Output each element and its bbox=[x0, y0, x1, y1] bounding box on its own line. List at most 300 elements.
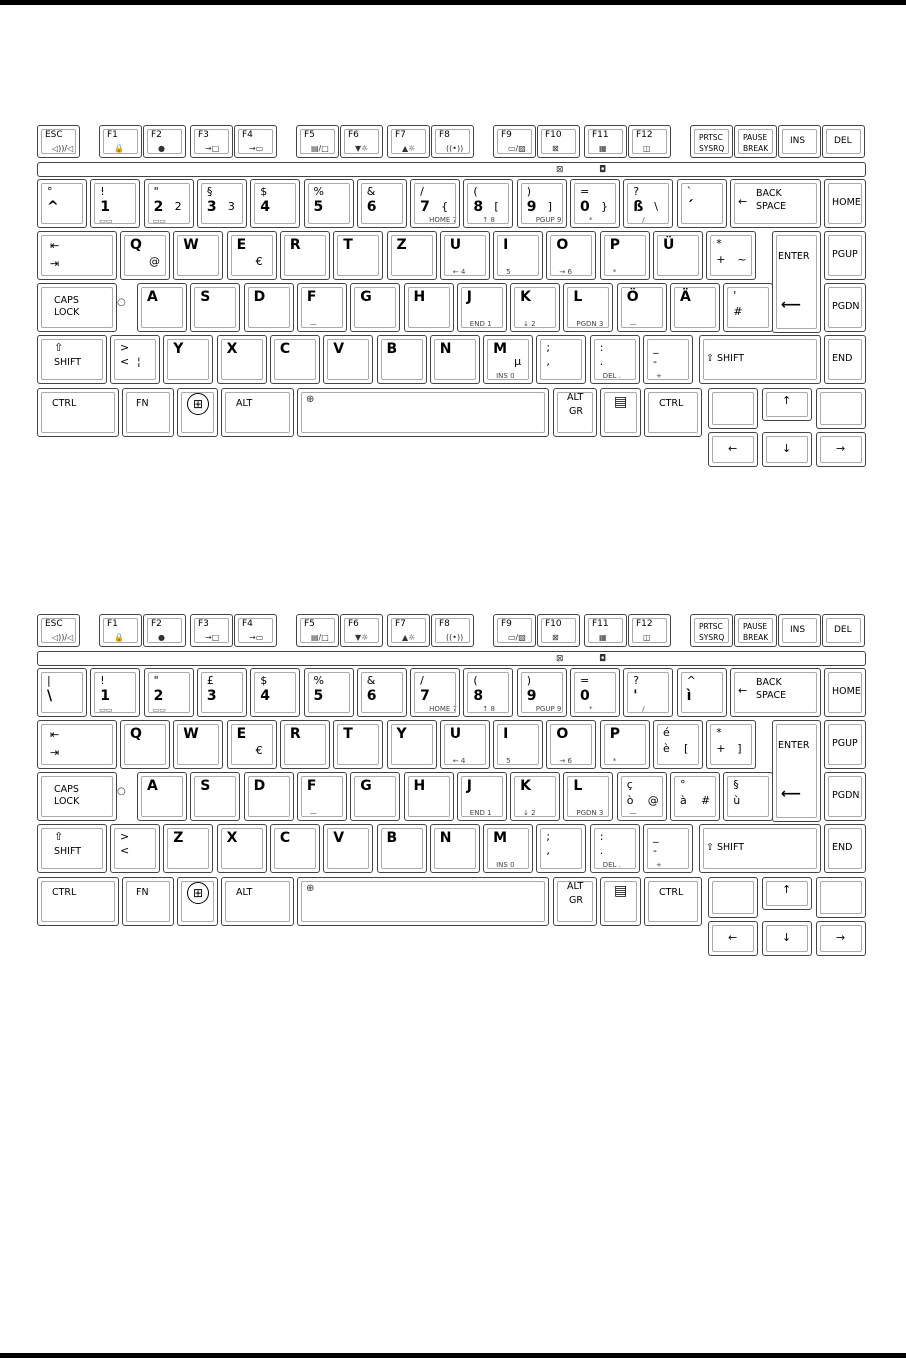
num-key-11[interactable] bbox=[623, 179, 673, 228]
key-shift-legend: & bbox=[366, 185, 376, 198]
q-row-key-7[interactable] bbox=[493, 720, 543, 769]
z-row-key-8[interactable] bbox=[536, 335, 586, 384]
num-key-11[interactable] bbox=[623, 668, 673, 717]
z-row-key-6[interactable] bbox=[430, 335, 480, 384]
fn-key-f2[interactable] bbox=[143, 125, 186, 158]
key-altgr-legend: € bbox=[255, 255, 263, 268]
caps-lock-key[interactable] bbox=[37, 283, 126, 332]
down-arrow-icon: ↓ bbox=[782, 442, 792, 455]
zoom-icon: ⊕ bbox=[306, 883, 315, 894]
key-base-legend: P bbox=[609, 237, 620, 253]
indicator-icon: ⊠ bbox=[556, 165, 564, 175]
num-key-9[interactable] bbox=[517, 668, 567, 717]
key-label: F10 bbox=[545, 130, 562, 140]
a-row-key-0[interactable] bbox=[137, 772, 187, 821]
fn-key-f11[interactable] bbox=[584, 614, 627, 647]
right-ctrl-key[interactable] bbox=[644, 388, 702, 437]
fn-modifier-key[interactable] bbox=[122, 388, 174, 437]
key-numpad-legend: — bbox=[309, 809, 317, 817]
key-base-legend: E bbox=[236, 726, 247, 742]
q-row-key-6[interactable] bbox=[440, 720, 490, 769]
fn-key-del[interactable] bbox=[822, 614, 865, 647]
key-numpad-legend: PGUP 9 bbox=[535, 705, 562, 713]
key-numpad-legend: ↓ 2 bbox=[523, 809, 536, 817]
fn-key-ins[interactable] bbox=[778, 614, 821, 647]
right-shift-key[interactable] bbox=[699, 824, 821, 873]
fn-key-f9[interactable] bbox=[493, 614, 536, 647]
z-row-key-4[interactable] bbox=[323, 335, 373, 384]
nav-label: PGDN bbox=[832, 301, 860, 312]
fn-key-f7[interactable] bbox=[387, 614, 430, 647]
a-row-key-6[interactable] bbox=[457, 772, 507, 821]
key-base-legend: E bbox=[236, 237, 247, 253]
down-arrow-icon: ↓ bbox=[782, 931, 792, 944]
menu-key[interactable] bbox=[600, 388, 641, 437]
q-row-key-5[interactable] bbox=[387, 720, 437, 769]
key-shift-legend: ! bbox=[100, 185, 105, 198]
key-shift-legend: ; bbox=[546, 341, 551, 354]
home-key[interactable] bbox=[824, 668, 866, 717]
arrow-down-key[interactable] bbox=[762, 921, 812, 956]
fn-key-f6[interactable] bbox=[340, 614, 383, 647]
q-row-key-9[interactable] bbox=[600, 720, 650, 769]
space-bar[interactable] bbox=[297, 388, 549, 437]
fn-key-f2[interactable] bbox=[143, 614, 186, 647]
key-base-legend: D bbox=[253, 778, 266, 794]
key-numpad-legend: 5 bbox=[506, 268, 511, 276]
fn-icon: →▭ bbox=[249, 144, 264, 153]
shift-label: ⇧ SHIFT bbox=[706, 842, 745, 853]
key-altgr-legend: @ bbox=[149, 255, 160, 268]
backspace-label: SPACE bbox=[756, 201, 787, 212]
caps-label: LOCK bbox=[54, 796, 80, 807]
arrow-up-key[interactable] bbox=[762, 877, 812, 910]
q-row-key-3[interactable] bbox=[280, 231, 330, 280]
key-base-legend: 7 bbox=[420, 688, 430, 704]
num-key-8[interactable] bbox=[463, 179, 513, 228]
key-base-legend: , bbox=[546, 355, 550, 368]
caps-lock-key[interactable] bbox=[37, 772, 126, 821]
key-base-legend: Y bbox=[396, 726, 407, 742]
a-row-key-11[interactable] bbox=[723, 283, 773, 332]
q-row-key-6[interactable] bbox=[440, 231, 490, 280]
key-fn-legend: ▭▭ bbox=[152, 217, 166, 225]
q-row-key-1[interactable] bbox=[173, 720, 223, 769]
key-base-legend: R bbox=[289, 237, 301, 253]
fn-key-f4[interactable] bbox=[234, 614, 277, 647]
q-row-key-9[interactable] bbox=[600, 231, 650, 280]
q-row-key-10[interactable] bbox=[653, 720, 703, 769]
enter-key[interactable] bbox=[772, 720, 821, 822]
home-key[interactable] bbox=[824, 179, 866, 228]
key-base-legend: Z bbox=[173, 830, 184, 846]
altgr-label: GR bbox=[569, 406, 583, 417]
key-label: F2 bbox=[151, 619, 162, 629]
a-row-key-4[interactable] bbox=[350, 283, 400, 332]
key-base-legend: C bbox=[279, 830, 291, 846]
a-row-key-9[interactable] bbox=[617, 772, 667, 821]
z-row-key-9[interactable] bbox=[590, 824, 640, 873]
z-row-key-4[interactable] bbox=[323, 824, 373, 873]
caps-led-icon: ○ bbox=[117, 786, 126, 797]
tab-key[interactable] bbox=[37, 231, 117, 280]
z-row-key-2[interactable] bbox=[217, 824, 267, 873]
a-row-key-10[interactable] bbox=[670, 772, 720, 821]
num-key-9[interactable] bbox=[517, 179, 567, 228]
a-row-key-5[interactable] bbox=[404, 283, 454, 332]
q-row-key-5[interactable] bbox=[387, 231, 437, 280]
a-row-key-8[interactable] bbox=[563, 772, 613, 821]
key-shift-legend: : bbox=[599, 830, 604, 843]
a-row-key-1[interactable] bbox=[190, 772, 240, 821]
pgup-key[interactable] bbox=[824, 231, 866, 280]
key-shift-legend: ° bbox=[47, 185, 53, 198]
key-shift-legend: " bbox=[153, 674, 159, 687]
fn-key-f1[interactable] bbox=[99, 125, 142, 158]
right-shift-key[interactable] bbox=[699, 335, 821, 384]
key-label: F3 bbox=[198, 619, 209, 629]
q-row-key-8[interactable] bbox=[546, 720, 596, 769]
key-base-legend: 4 bbox=[260, 199, 270, 215]
a-row-key-3[interactable] bbox=[297, 283, 347, 332]
arrow-up-key[interactable] bbox=[762, 388, 812, 421]
key-shift-legend: : bbox=[599, 341, 604, 354]
key-label: F12 bbox=[636, 130, 653, 140]
key-numpad-legend: / bbox=[642, 705, 645, 713]
fn-key-esc[interactable] bbox=[37, 125, 80, 158]
backspace-key[interactable] bbox=[730, 668, 821, 717]
q-row-key-8[interactable] bbox=[546, 231, 596, 280]
num-key-7[interactable] bbox=[410, 668, 460, 717]
a-row-key-7[interactable] bbox=[510, 283, 560, 332]
fn-icon: ▭/▨ bbox=[508, 633, 526, 642]
key-label: F9 bbox=[501, 130, 512, 140]
left-ctrl-key[interactable] bbox=[37, 388, 119, 437]
backspace-key[interactable] bbox=[730, 179, 821, 228]
num-key-4[interactable] bbox=[250, 179, 300, 228]
fn-key-f8[interactable] bbox=[431, 614, 474, 647]
num-key-5[interactable] bbox=[304, 668, 354, 717]
key-base-legend: < bbox=[120, 844, 130, 857]
a-row-key-1[interactable] bbox=[190, 283, 240, 332]
a-row-key-0[interactable] bbox=[137, 283, 187, 332]
fn-icon: ● bbox=[158, 144, 165, 153]
q-row-key-2[interactable] bbox=[227, 231, 277, 280]
fn-modifier-key[interactable] bbox=[122, 877, 174, 926]
key-base-legend: S bbox=[200, 778, 211, 794]
fn-key-del[interactable] bbox=[822, 125, 865, 158]
z-row-key-0[interactable] bbox=[110, 335, 160, 384]
key-base-legend: 5 bbox=[313, 199, 324, 215]
z-row-key-7[interactable] bbox=[483, 335, 533, 384]
left-arrow-icon: ← bbox=[728, 442, 738, 455]
z-row-key-3[interactable] bbox=[270, 824, 320, 873]
num-key-8[interactable] bbox=[463, 668, 513, 717]
num-key-7[interactable] bbox=[410, 179, 460, 228]
right-ctrl-key[interactable] bbox=[644, 877, 702, 926]
z-row-key-8[interactable] bbox=[536, 824, 586, 873]
fn-icon: ⊠ bbox=[552, 144, 559, 153]
menu-key[interactable] bbox=[600, 877, 641, 926]
key-base-legend: - bbox=[653, 844, 657, 857]
key-base-legend: U bbox=[449, 237, 462, 253]
a-row-key-8[interactable] bbox=[563, 283, 613, 332]
key-base-legend: ' bbox=[633, 688, 638, 704]
key-numpad-legend: HOME 7 bbox=[429, 705, 458, 713]
fn-key-f12[interactable] bbox=[628, 125, 671, 158]
num-key-6[interactable] bbox=[357, 179, 407, 228]
key-altgr-legend: \ bbox=[654, 200, 659, 213]
alt-key[interactable] bbox=[221, 388, 294, 437]
fn-icon: ⊠ bbox=[552, 633, 559, 642]
key-numpad-legend: PGDN 3 bbox=[576, 809, 604, 817]
alt-gr-key[interactable] bbox=[553, 388, 597, 437]
num-key-2[interactable] bbox=[144, 668, 194, 717]
num-key-3[interactable] bbox=[197, 179, 247, 228]
key-base-legend: 8 bbox=[473, 199, 484, 215]
fn-icon: ▼☼ bbox=[355, 144, 369, 153]
key-base-legend: D bbox=[253, 289, 266, 305]
fn-key-f3[interactable] bbox=[190, 125, 233, 158]
key-numpad-legend: ↑ 8 bbox=[482, 216, 495, 224]
a-row-key-4[interactable] bbox=[350, 772, 400, 821]
tab-icon: ⇥ bbox=[50, 746, 60, 759]
key-base-legend: R bbox=[289, 726, 301, 742]
a-row-key-5[interactable] bbox=[404, 772, 454, 821]
z-row-key-5[interactable] bbox=[377, 824, 427, 873]
blank-key-right bbox=[816, 877, 866, 918]
modifier-label: FN bbox=[136, 887, 149, 898]
pgdn-key[interactable] bbox=[824, 283, 866, 332]
q-row-key-11[interactable] bbox=[706, 720, 756, 769]
key-base-legend: B bbox=[386, 341, 398, 357]
key-numpad-legend: → 6 bbox=[559, 757, 572, 765]
key-numpad-legend: DEL . bbox=[602, 372, 621, 380]
fn-icon: ((•)) bbox=[446, 144, 464, 153]
backspace-arrow: ← bbox=[738, 684, 748, 697]
windows-key[interactable] bbox=[177, 388, 218, 437]
key-base-legend: à bbox=[680, 794, 687, 807]
key-label: F10 bbox=[545, 619, 562, 629]
fn-key-pause-break[interactable] bbox=[734, 125, 777, 158]
num-key-4[interactable] bbox=[250, 668, 300, 717]
fn-key-f10[interactable] bbox=[537, 125, 580, 158]
z-row-key-9[interactable] bbox=[590, 335, 640, 384]
z-row-key-7[interactable] bbox=[483, 824, 533, 873]
q-row-key-7[interactable] bbox=[493, 231, 543, 280]
z-row-key-6[interactable] bbox=[430, 824, 480, 873]
q-row-key-4[interactable] bbox=[333, 720, 383, 769]
key-base-legend: I bbox=[503, 237, 509, 253]
left-ctrl-key[interactable] bbox=[37, 877, 119, 926]
num-key-2[interactable] bbox=[144, 179, 194, 228]
fn-key-prtsc-sysrq[interactable] bbox=[690, 614, 733, 647]
key-label: F5 bbox=[304, 619, 315, 629]
a-row-key-10[interactable] bbox=[670, 283, 720, 332]
fn-icon: 🔒 bbox=[114, 633, 124, 642]
fn-key-f1[interactable] bbox=[99, 614, 142, 647]
num-key-10[interactable] bbox=[570, 668, 620, 717]
num-key-3[interactable] bbox=[197, 668, 247, 717]
fn-icon: ◁))/◁ bbox=[52, 633, 74, 642]
key-shift-legend: _ bbox=[653, 830, 659, 843]
num-key-12[interactable] bbox=[677, 179, 727, 228]
a-row-key-3[interactable] bbox=[297, 772, 347, 821]
num-key-1[interactable] bbox=[90, 668, 140, 717]
key-base-legend: Ö bbox=[626, 289, 639, 305]
a-row-key-2[interactable] bbox=[244, 283, 294, 332]
key-base-legend: H bbox=[413, 778, 426, 794]
q-row-key-0[interactable] bbox=[120, 720, 170, 769]
left-shift-key[interactable] bbox=[37, 335, 107, 384]
alt-gr-key[interactable] bbox=[553, 877, 597, 926]
z-row-key-10[interactable] bbox=[643, 824, 693, 873]
q-row-key-3[interactable] bbox=[280, 720, 330, 769]
key-base-legend: 4 bbox=[260, 688, 270, 704]
key-shift-legend: / bbox=[420, 185, 424, 198]
num-key-0[interactable] bbox=[37, 179, 87, 228]
q-row-key-0[interactable] bbox=[120, 231, 170, 280]
key-base-legend: B bbox=[386, 830, 398, 846]
fn-key-prtsc-sysrq[interactable] bbox=[690, 125, 733, 158]
arrow-left-key[interactable] bbox=[708, 432, 758, 467]
arrow-down-key[interactable] bbox=[762, 432, 812, 467]
key-base-legend: P bbox=[609, 726, 620, 742]
key-numpad-legend: INS 0 bbox=[496, 861, 515, 869]
blank-key-right bbox=[816, 388, 866, 429]
a-row-key-9[interactable] bbox=[617, 283, 667, 332]
caps-label: CAPS bbox=[54, 295, 79, 306]
fn-key-pause-break[interactable] bbox=[734, 614, 777, 647]
key-shift-legend: / bbox=[420, 674, 424, 687]
q-row-key-11[interactable] bbox=[706, 231, 756, 280]
space-bar[interactable] bbox=[297, 877, 549, 926]
alt-key[interactable] bbox=[221, 877, 294, 926]
num-key-0[interactable] bbox=[37, 668, 87, 717]
z-row-key-0[interactable] bbox=[110, 824, 160, 873]
z-row-key-5[interactable] bbox=[377, 335, 427, 384]
shift-label: SHIFT bbox=[54, 357, 82, 368]
fn-key-f7[interactable] bbox=[387, 125, 430, 158]
key-shift-legend: $ bbox=[260, 674, 268, 687]
key-base-legend: X bbox=[226, 341, 238, 357]
fn-key-f9[interactable] bbox=[493, 125, 536, 158]
z-row-key-10[interactable] bbox=[643, 335, 693, 384]
key-label: INS bbox=[790, 625, 806, 635]
a-row-key-7[interactable] bbox=[510, 772, 560, 821]
fn-key-f8[interactable] bbox=[431, 125, 474, 158]
modifier-label: CTRL bbox=[659, 887, 684, 898]
fn-key-f6[interactable] bbox=[340, 125, 383, 158]
key-base-legend: F bbox=[306, 778, 317, 794]
key-numpad-legend: END 1 bbox=[469, 320, 492, 328]
altgr-label: ALT bbox=[567, 392, 584, 403]
tab-key[interactable] bbox=[37, 720, 117, 769]
key-base-legend: G bbox=[360, 778, 372, 794]
key-shift-legend: ( bbox=[473, 674, 478, 687]
q-row-key-1[interactable] bbox=[173, 231, 223, 280]
z-row-key-2[interactable] bbox=[217, 335, 267, 384]
a-row-key-11[interactable] bbox=[723, 772, 773, 821]
key-base-legend: M bbox=[493, 830, 508, 846]
fn-key-f5[interactable] bbox=[296, 125, 339, 158]
fn-key-f12[interactable] bbox=[628, 614, 671, 647]
z-row-key-1[interactable] bbox=[163, 824, 213, 873]
key-numpad-legend: PGDN 3 bbox=[576, 320, 604, 328]
key-altgr-legend: ] bbox=[547, 200, 552, 213]
windows-logo-icon: ⊞ bbox=[187, 882, 209, 904]
fn-key-ins[interactable] bbox=[778, 125, 821, 158]
key-base-legend: ß bbox=[633, 199, 644, 215]
num-key-10[interactable] bbox=[570, 179, 620, 228]
key-base-legend: Ü bbox=[663, 237, 675, 253]
key-base-legend: X bbox=[226, 830, 238, 846]
fn-key-f5[interactable] bbox=[296, 614, 339, 647]
key-fn-legend: ▭▭ bbox=[99, 217, 113, 225]
key-numpad-legend: — bbox=[629, 320, 637, 328]
pgup-key[interactable] bbox=[824, 720, 866, 769]
z-row-key-3[interactable] bbox=[270, 335, 320, 384]
num-key-6[interactable] bbox=[357, 668, 407, 717]
key-base-legend: + bbox=[716, 742, 726, 755]
q-row-key-4[interactable] bbox=[333, 231, 383, 280]
indicator-strip bbox=[37, 651, 866, 666]
key-base-legend: , bbox=[546, 844, 550, 857]
enter-key[interactable] bbox=[772, 231, 821, 333]
num-key-5[interactable] bbox=[304, 179, 354, 228]
q-row-key-2[interactable] bbox=[227, 720, 277, 769]
key-base-legend: 0 bbox=[580, 199, 590, 215]
num-key-1[interactable] bbox=[90, 179, 140, 228]
end-key[interactable] bbox=[824, 335, 866, 384]
right-arrow-icon: → bbox=[836, 931, 846, 944]
fn-key-f4[interactable] bbox=[234, 125, 277, 158]
backspace-label: SPACE bbox=[756, 690, 787, 701]
fn-key-f11[interactable] bbox=[584, 125, 627, 158]
windows-key[interactable] bbox=[177, 877, 218, 926]
arrow-right-key[interactable] bbox=[816, 432, 866, 467]
key-shift-legend: § bbox=[733, 778, 739, 791]
key-label: PRTSC bbox=[699, 622, 723, 631]
modifier-label: ALT bbox=[236, 887, 253, 898]
fn-key-f3[interactable] bbox=[190, 614, 233, 647]
end-key[interactable] bbox=[824, 824, 866, 873]
fn-key-esc[interactable] bbox=[37, 614, 80, 647]
key-altgr-legend: 3 bbox=[227, 200, 235, 213]
key-altgr-legend: # bbox=[701, 794, 711, 807]
arrow-left-key[interactable] bbox=[708, 921, 758, 956]
left-shift-key[interactable] bbox=[37, 824, 107, 873]
fn-key-f10[interactable] bbox=[537, 614, 580, 647]
key-shift-legend: é bbox=[663, 726, 670, 739]
arrow-right-key[interactable] bbox=[816, 921, 866, 956]
pgdn-key[interactable] bbox=[824, 772, 866, 821]
key-numpad-legend: + bbox=[656, 372, 662, 380]
key-numpad-legend: + bbox=[656, 861, 662, 869]
a-row-key-6[interactable] bbox=[457, 283, 507, 332]
q-row-key-10[interactable] bbox=[653, 231, 703, 280]
key-altgr-legend: 2 bbox=[174, 200, 182, 213]
z-row-key-1[interactable] bbox=[163, 335, 213, 384]
fn-icon: ▤/□ bbox=[311, 633, 329, 642]
key-base-legend: 6 bbox=[366, 688, 377, 704]
num-key-12[interactable] bbox=[677, 668, 727, 717]
key-base-legend: V bbox=[333, 341, 345, 357]
a-row-key-2[interactable] bbox=[244, 772, 294, 821]
backspace-arrow: ← bbox=[738, 195, 748, 208]
nav-label: PGUP bbox=[832, 249, 858, 260]
indicator-icon: ◘ bbox=[599, 654, 607, 664]
